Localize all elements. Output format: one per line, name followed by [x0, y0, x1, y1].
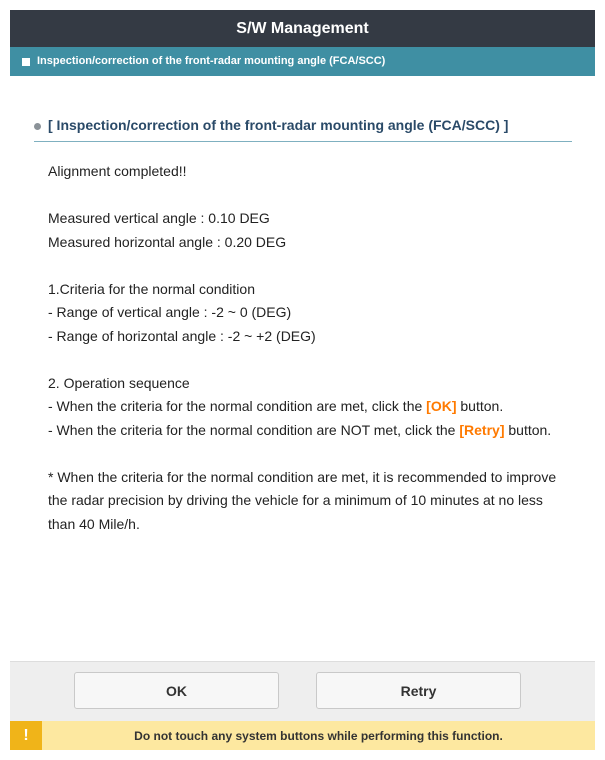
sequence-step-ok [48, 395, 568, 419]
criteria-title: 1.Criteria for the normal condition [48, 280, 255, 297]
button-bar [10, 661, 595, 722]
sequence-step-ok-prefix: - When the criteria for the normal condition are met, click the [48, 398, 427, 414]
app-window [10, 10, 595, 750]
subtitle-text: Inspection/correction of the front-radar mounting angle (FCA/SCC) [37, 55, 386, 67]
sequence-title: 2. Operation sequence [48, 374, 190, 391]
square-icon [22, 58, 30, 66]
measured-horizontal-angle: Measured horizontal angle : 0.20 DEG [48, 233, 287, 250]
ok-highlight: [OK] [426, 398, 457, 414]
warning-bar [10, 721, 595, 750]
criteria-horizontal-range: - Range of horizontal angle : -2 ~ +2 (DEG) [48, 327, 316, 344]
instruction-content [48, 160, 568, 536]
retry-button[interactable]: Retry [316, 672, 521, 709]
sequence-step-retry [48, 419, 568, 443]
sequence-step-ok-suffix: button. [456, 398, 504, 414]
sequence-step-retry-prefix: - When the criteria for the normal condition are NOT met, click the [48, 421, 460, 438]
sequence-step-retry-suffix: button. [504, 421, 552, 438]
window-title: S/W Management [10, 10, 595, 47]
section-heading-text: [ Inspection/correction of the front-radar mounting angle (FCA/SCC) ] [48, 117, 509, 133]
bullet-icon [34, 123, 41, 130]
status-text: Alignment completed!! [48, 163, 187, 179]
retry-highlight: [Retry] [459, 421, 505, 438]
warning-text: Do not touch any system buttons while performing this function. [134, 728, 503, 743]
ok-button[interactable]: OK [74, 672, 279, 709]
subtitle-bar [10, 47, 595, 76]
warning-icon: ! [10, 721, 42, 750]
measured-vertical-angle: Measured vertical angle : 0.10 DEG [48, 210, 270, 226]
section-heading [34, 117, 572, 142]
criteria-vertical-range: - Range of vertical angle : -2 ~ 0 (DEG) [48, 304, 292, 320]
recommendation-note: * When the criteria for the normal condition are met, it is recommended to improve the radar precision by driving the vehicle for a minimum of 10 minutes at no less than 40 Mile/h. [48, 468, 557, 532]
